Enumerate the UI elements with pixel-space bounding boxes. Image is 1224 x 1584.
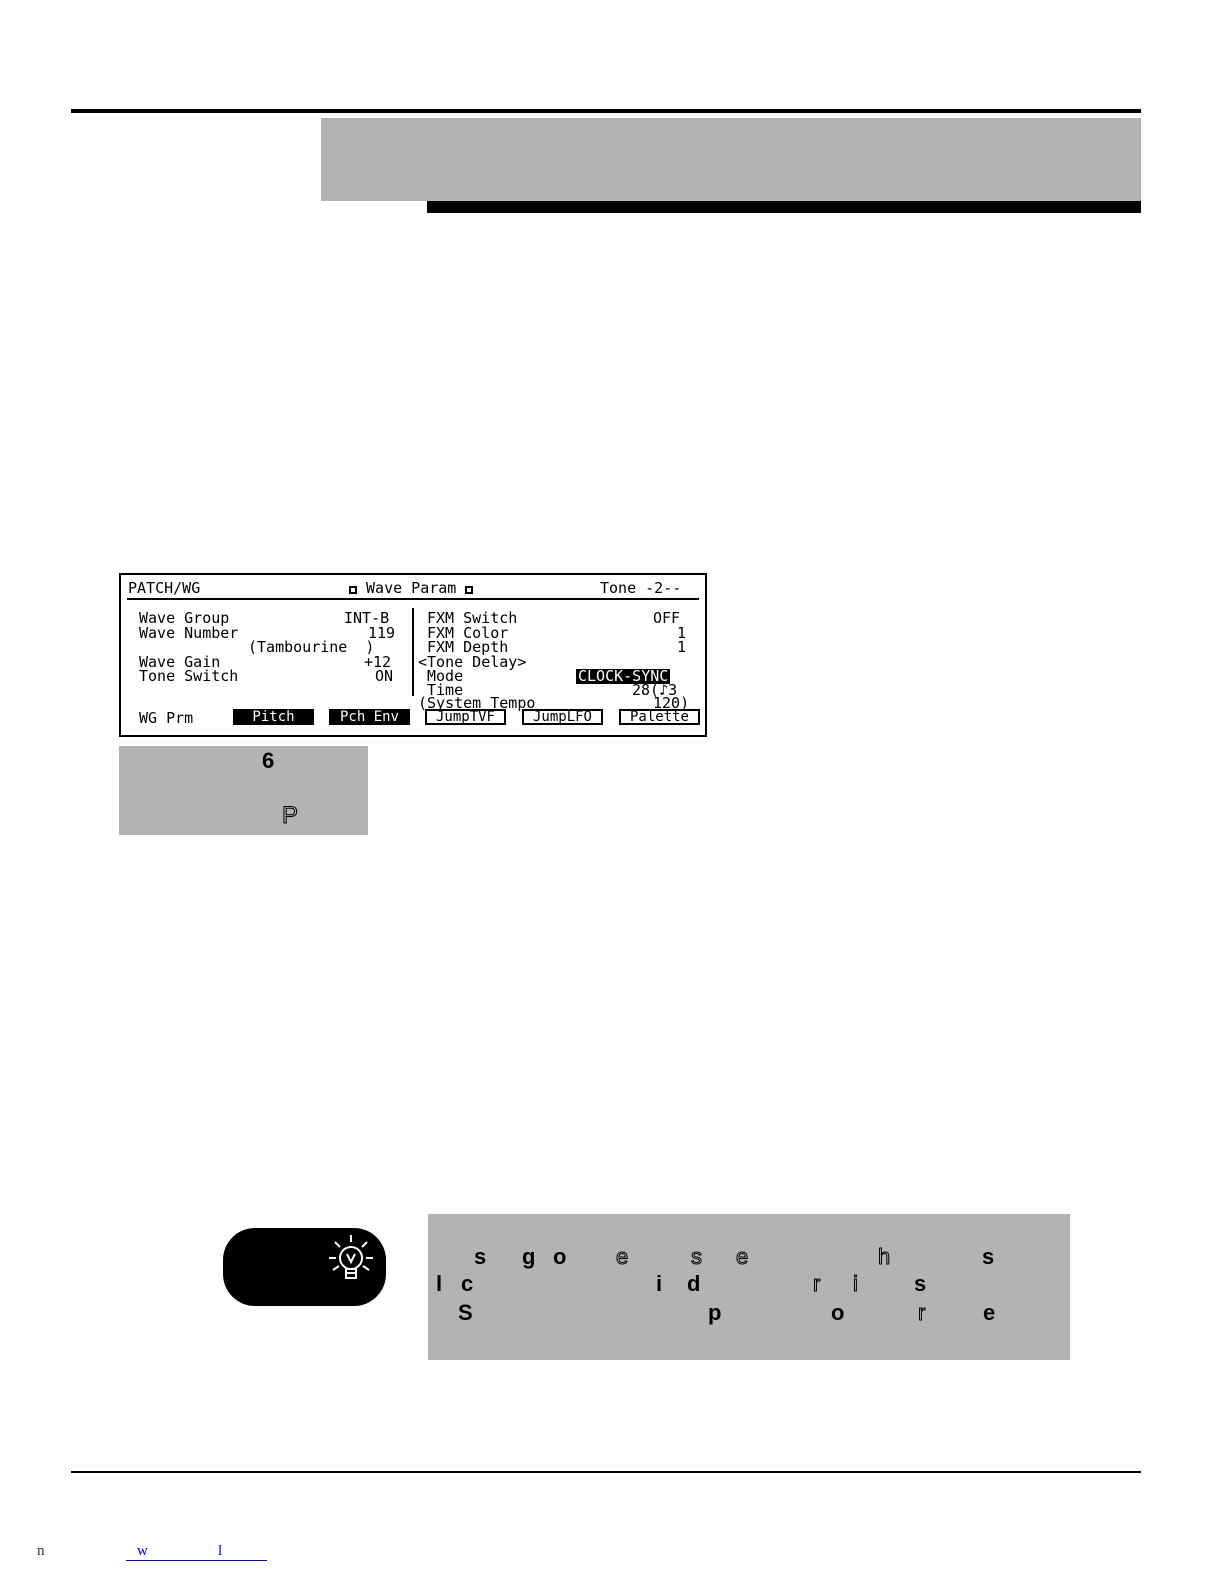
tip-char: l — [436, 1271, 443, 1296]
tip-char: e — [983, 1300, 996, 1325]
time-value[interactable]: 28(♪3 — [632, 681, 678, 699]
tip-char: e — [616, 1244, 629, 1269]
lcd-column-divider — [412, 608, 414, 696]
fxm-switch-value[interactable]: OFF — [653, 609, 681, 627]
tip-char: i — [853, 1271, 858, 1296]
tip-char: i — [656, 1271, 663, 1296]
fxm-depth-value[interactable]: 1 — [677, 638, 687, 656]
tip-char: h — [878, 1244, 891, 1269]
lcd-page-label: Wave Param — [366, 579, 457, 597]
page-left-icon — [349, 586, 357, 594]
tip-char: o — [553, 1244, 567, 1269]
fxm-color-value[interactable]: 1 — [677, 624, 687, 642]
time-label: Time — [427, 681, 464, 699]
wave-number-value[interactable]: 119 — [368, 624, 396, 642]
tip-char: r — [813, 1271, 821, 1296]
wave-group-value[interactable]: INT-B — [344, 609, 390, 627]
tip-char: s — [914, 1271, 927, 1296]
fxm-switch-label: FXM Switch — [427, 609, 518, 627]
system-tempo-label: (System Tempo — [418, 694, 536, 712]
mode-value[interactable]: CLOCK-SYNC — [578, 667, 669, 685]
chapter-header-bar — [427, 201, 1141, 213]
top-rule — [71, 109, 1141, 113]
lcd-screen — [119, 573, 707, 737]
wave-gain-label: Wave Gain — [139, 653, 221, 671]
pitch-env-button[interactable]: Pch Env — [329, 709, 410, 725]
lcd-tone: Tone -2-- — [600, 579, 682, 597]
jump-lfo-button[interactable]: JumpLFO — [522, 709, 603, 725]
lcd-title-divider — [127, 598, 699, 600]
chapter-header-box — [321, 118, 1141, 201]
fxm-color-label: FXM Color — [427, 624, 509, 642]
tip-char: s — [474, 1244, 487, 1269]
figure-caption-box — [119, 746, 368, 835]
page-right-icon — [465, 586, 473, 594]
tone-switch-label: Tone Switch — [139, 667, 239, 685]
tip-char: c — [461, 1271, 474, 1296]
tip-char: d — [687, 1271, 701, 1296]
wave-gain-value[interactable]: +12 — [364, 653, 392, 671]
figure-number: 6 — [262, 748, 275, 773]
bottom-rule — [71, 1471, 1141, 1473]
tip-label-pill — [223, 1228, 386, 1306]
tip-char: r — [918, 1300, 926, 1325]
system-tempo-value: 120) — [653, 694, 690, 712]
tip-char: e — [736, 1244, 749, 1269]
lcd-page-title — [349, 581, 473, 596]
wave-name: (Tambourine ) — [248, 638, 375, 656]
palette-button[interactable]: Palette — [619, 709, 700, 725]
wave-group-label: Wave Group — [139, 609, 230, 627]
tip-char: S — [458, 1300, 473, 1325]
function-label: WG Prm — [139, 709, 194, 727]
lightbulb-icon — [327, 1232, 379, 1292]
tone-switch-value[interactable]: ON — [375, 667, 394, 685]
tip-box — [428, 1214, 1070, 1360]
tip-char: g — [522, 1244, 536, 1269]
footer-link-char: l — [218, 1543, 223, 1559]
footer-link-char: w — [137, 1543, 148, 1559]
caption-letter: P — [282, 802, 299, 829]
jump-tvf-button[interactable]: JumpTVF — [425, 709, 506, 725]
tip-char: p — [708, 1300, 722, 1325]
fxm-depth-label: FXM Depth — [427, 638, 509, 656]
wave-number-label: Wave Number — [139, 624, 239, 642]
footer-page-letter: n — [37, 1543, 45, 1559]
mode-label: Mode — [427, 667, 464, 685]
tone-delay-label: <Tone Delay> — [418, 653, 527, 671]
tip-char: s — [691, 1244, 702, 1269]
lcd-mode: PATCH/WG — [128, 579, 201, 597]
tip-char: s — [982, 1244, 995, 1269]
footer-link[interactable] — [126, 1543, 267, 1561]
pitch-button[interactable]: Pitch — [233, 709, 314, 725]
tip-char: o — [831, 1300, 845, 1325]
